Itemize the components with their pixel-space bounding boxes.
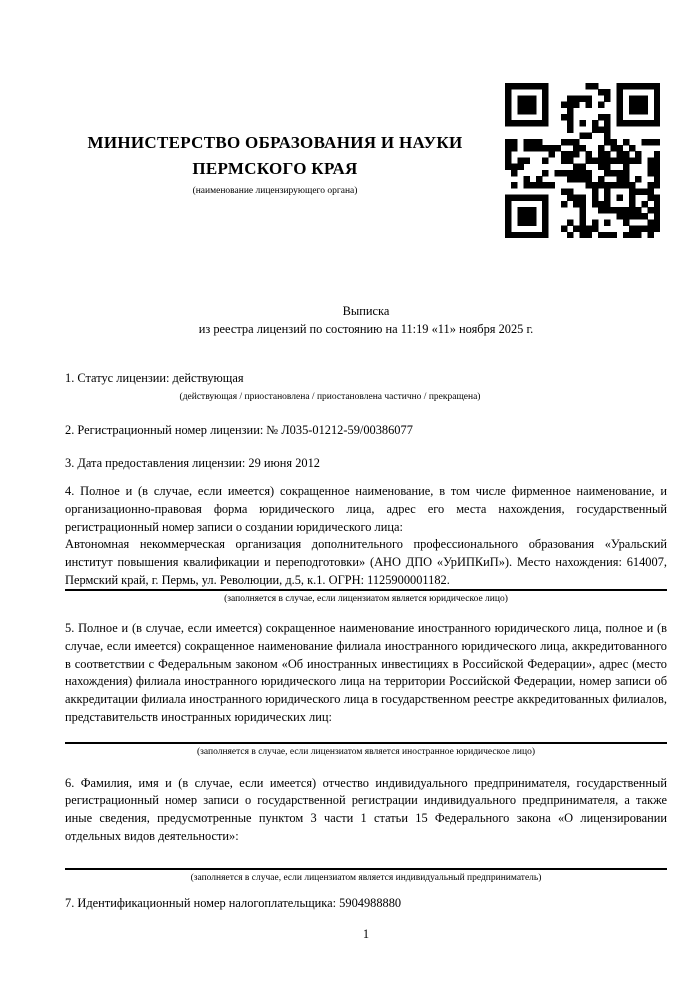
legal-entity-caption: (заполняется в случае, если лицензиатом является юридическое лицо) <box>224 594 508 605</box>
document-title <box>65 302 667 338</box>
licensing-authority-caption: (наименование лицензирующего органа) <box>192 186 358 196</box>
entrepreneur-caption: (заполняется в случае, если лицензиатом является индивидуальный предприниматель) <box>190 873 542 884</box>
licensing-authority-header <box>65 130 485 197</box>
license-status-options-caption: (действующая / приостановлена / приостановлена частично / прекращена) <box>179 391 481 402</box>
foreign-entity-caption: (заполняется в случае, если лицензиатом является иностранное юридическое лицо) <box>197 746 535 757</box>
legal-entity-label: 4. Полное и (в случае, если имеется) сокращенное наименование, в том числе фирменное наименование, и организационно-правовая форма юридического лица, адрес его места нахождения, государственный регистрационный номер записи о создании юридического лица: <box>65 484 667 534</box>
document-body <box>65 370 667 944</box>
foreign-entity-item <box>65 620 667 757</box>
entrepreneur-fill-line <box>65 868 667 870</box>
foreign-entity-fill-line <box>65 742 667 744</box>
qr-code-icon <box>505 83 660 238</box>
taxpayer-id-item: 7. Идентификационный номер налогоплательщика: 5904988880 <box>65 896 402 911</box>
page-number: 1 <box>362 927 370 942</box>
entrepreneur-item <box>65 775 667 885</box>
legal-entity-item <box>65 483 667 605</box>
ministry-name-line2: ПЕРМСКОГО КРАЯ <box>192 159 358 178</box>
document-title-line2: из реестра лицензий по состоянию на 11:19 «11» ноября 2025 г. <box>198 322 534 336</box>
ministry-name-line1: МИНИСТЕРСТВО ОБРАЗОВАНИЯ И НАУКИ <box>87 133 463 152</box>
foreign-entity-label: 5. Полное и (в случае, если имеется) сокращенное наименование иностранного юридического лица, полное и (в случае, если имеется) сокращенное наименование филиала иностранного юридического лица, аккредитованного в соответствии с Федеральным законом «Об иностранных инвестициях в Российской Федерации», адрес (место нахождения) филиала иностранного юридического лица на территории Российской Федерации, номер записи об аккредитации филиала иностранного юридического лица в государственном реестре аккредитованных филиалов, представительств иностранных юридических лиц: <box>65 621 667 724</box>
license-status-item: 1. Статус лицензии: действующая <box>65 371 244 385</box>
legal-entity-fill-line <box>65 589 667 591</box>
document-title-line1: Выписка <box>342 304 390 318</box>
entrepreneur-label: 6. Фамилия, имя и (в случае, если имеется) отчество индивидуального предпринимателя, государственный регистрационный номер записи о государственной регистрации индивидуального предпринимателя, а также иные сведения, предусмотренные пунктом 3 части 1 статьи 15 Федерального закона «О лицензировании отдельных видов деятельности»: <box>65 775 667 843</box>
grant-date-item: 3. Дата предоставления лицензии: 29 июня 2012 <box>65 456 321 471</box>
registration-number-item: 2. Регистрационный номер лицензии: № Л035-01212-59/00386077 <box>65 422 413 437</box>
legal-entity-value: Автономная некоммерческая организация дополнительного профессионального образования «Уральский институт повышения квалификации и переподготовки» (АНО ДПО «УрИПКиП»). Место нахождения: 614007, Пермский край, г. Пермь, ул. Революции, д.5, к.1. ОГРН: 1125900001182. <box>65 537 667 587</box>
